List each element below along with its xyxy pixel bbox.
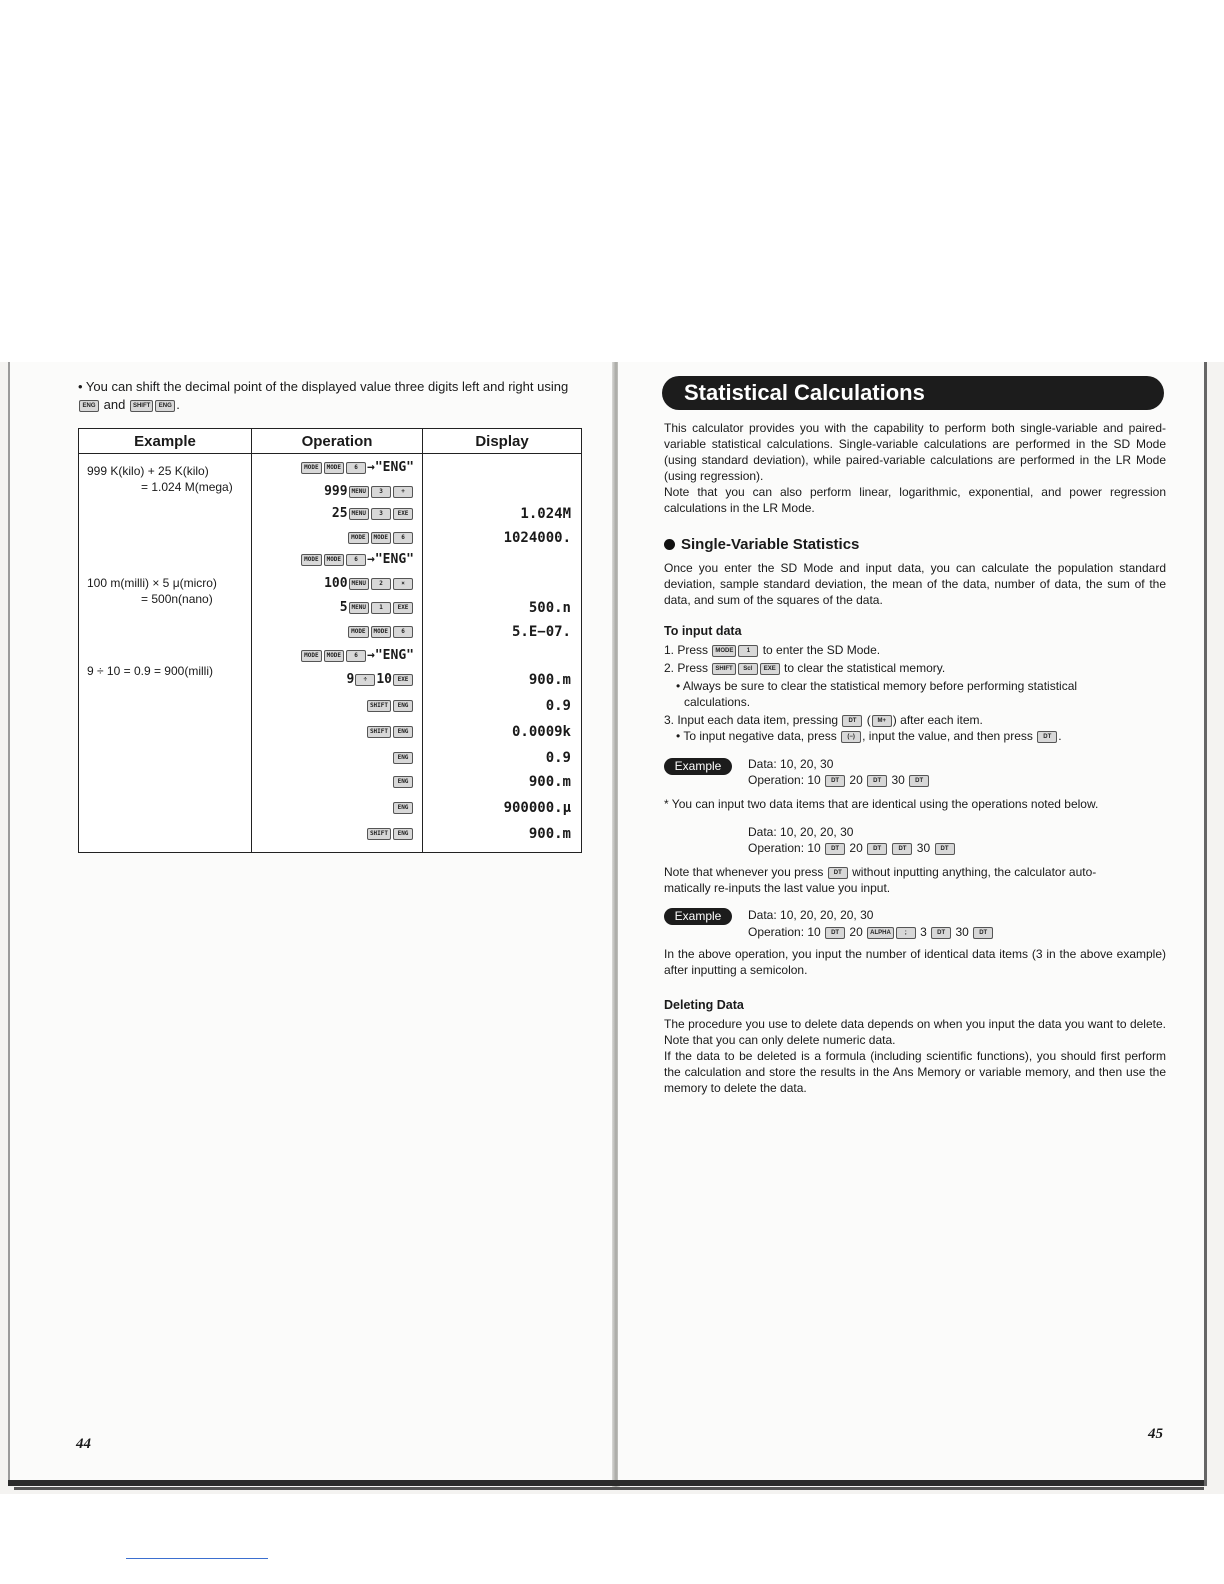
example-1-line1: 999 K(kilo) + 25 K(kilo) (87, 464, 209, 478)
display-value: 5.E−07. (511, 624, 571, 640)
dt-key-icon: DT (973, 927, 993, 939)
example-2-data: Data: 10, 20, 20, 30 (748, 825, 854, 839)
six-key-icon: 6 (346, 462, 366, 474)
negative-key-icon: (−) (841, 731, 861, 743)
intro-paragraph: This calculator provides you with the capability to perform both single-variable and paired-variable statistical calculations. Single-variable calculations are performed in the SD Mode (using standard deviation), while paired-variable calculations are performed in the LR Mode (using regression). (664, 421, 1166, 483)
op-row: 999 MENU 3 + (324, 484, 414, 499)
shift-key-icon: SHIFT (130, 400, 153, 412)
example-1-data: Data: 10, 20, 30 (748, 757, 834, 771)
display-value: 1024000. (503, 530, 571, 546)
six-key-icon: 6 (346, 554, 366, 566)
note-text: • You can shift the decimal point of the displayed value three digits left and right using (78, 379, 569, 394)
example-1-line2: = 1.024 M(mega) (141, 480, 233, 494)
op-row: MODE MODE 6 →"ENG" (300, 552, 414, 567)
op-row (366, 826, 414, 841)
semicolon-key-icon: ; (896, 927, 916, 939)
op-row (366, 724, 414, 739)
example-3-line1: 9 ÷ 10 = 0.9 = 900(milli) (87, 664, 213, 678)
note-and: and (103, 397, 126, 412)
dt-key-icon: DT (909, 775, 929, 787)
example-2-line1: 100 m(milli) × 5 μ(micro) (87, 576, 217, 590)
display-value: 900.m (528, 826, 571, 842)
mode-key-icon: MODE (324, 650, 344, 662)
example-badge: Example (664, 908, 732, 925)
book-bottom-edge (8, 1480, 1204, 1486)
mode-key-icon: MODE (371, 626, 391, 638)
display-value: 500.n (528, 600, 571, 616)
op-row: MODE MODE 6 →"ENG" (300, 460, 414, 475)
scl-key-icon: Scl (738, 663, 758, 675)
step-2: 2. Press SHIFT Scl EXE to clear the statistical memory. (664, 661, 946, 675)
header-example: Example (79, 429, 252, 454)
deleting-data-heading: Deleting Data (664, 998, 744, 1012)
exe-key-icon: EXE (393, 602, 413, 614)
deleting-data-text: The procedure you use to delete data depends on when you input the data you want to delete. Note that you can only delete numeric data. (664, 1017, 1166, 1047)
mode-key-icon: MODE (348, 626, 368, 638)
shift-key-icon: SHIFT (367, 700, 391, 712)
mode-key-icon: MODE (324, 554, 344, 566)
op-row: 9 ÷ 10 EXE (347, 672, 414, 687)
book-bottom-edge-shadow (14, 1487, 1204, 1490)
alpha-key-icon: ALPHA (867, 927, 894, 939)
div-key-icon: ÷ (355, 674, 375, 686)
shift-key-icon: SHIFT (712, 663, 735, 675)
single-variable-text: Once you enter the SD Mode and input data, you can calculate the population standard deviation, sample standard deviation, the mean of the data, number of data, the sum of the data, and sum of the squares of the data. (664, 561, 1166, 607)
step-3: 3. Input each data item, pressing DT ( M+ ) after each item. (664, 713, 983, 727)
dt-key-icon: DT (935, 843, 955, 855)
eng-key-icon: ENG (393, 726, 413, 738)
dt-key-icon: DT (1037, 731, 1057, 743)
dt-key-icon: DT (825, 927, 845, 939)
eng-key-icon: ENG (393, 828, 413, 840)
page-number-left: 44 (76, 1436, 91, 1452)
example-3-data: Data: 10, 20, 20, 20, 30 (748, 908, 874, 922)
decimal-shift-note: • You can shift the decimal point of the displayed value three digits left and right using ENG and SHIFT ENG . (78, 379, 569, 412)
exe-key-icon: EXE (760, 663, 780, 675)
step-2-bullet-cont: calculations. (684, 695, 751, 709)
eng-key-icon: ENG (79, 400, 99, 412)
dt-key-icon: DT (828, 867, 848, 879)
page-number-right: 45 (1148, 1426, 1163, 1442)
op-row (347, 624, 414, 639)
display-value: 0.9 (545, 750, 571, 766)
op-row: MODE MODE 6 →"ENG" (300, 648, 414, 663)
step-1: 1. Press MODE 1 to enter the SD Mode. (664, 643, 881, 657)
three-key-icon: 3 (371, 486, 391, 498)
mode-key-icon: MODE (348, 532, 368, 544)
dt-key-icon: DT (931, 927, 951, 939)
example-3-operation: Operation: 10 DT 20 ALPHA ; 3 DT 30 DT (748, 924, 994, 940)
mode-key-icon: MODE (371, 532, 391, 544)
op-row (347, 530, 414, 545)
display-value: 900.m (528, 672, 571, 688)
dt-key-icon: DT (825, 775, 845, 787)
eng-key-icon: ENG (393, 700, 413, 712)
eng-examples-table (78, 428, 582, 853)
dt-key-icon: DT (842, 715, 862, 727)
intro-note: Note that you can also perform linear, logarithmic, exponential, and power regression calculations in the LR Mode. (664, 485, 1166, 515)
mode-key-icon: MODE (301, 462, 321, 474)
step-3-bullet: • To input negative data, press (−) , input the value, and then press DT . (676, 729, 1062, 743)
header-operation: Operation (252, 429, 423, 454)
example-column (79, 454, 252, 853)
two-key-icon: 2 (371, 578, 391, 590)
shift-key-icon: SHIFT (367, 726, 391, 738)
whenever-note-cont: matically re-inputs the last value you input. (664, 881, 891, 895)
dt-key-icon: DT (892, 843, 912, 855)
example-2-operation: Operation: 10 DT 20 DT DT 30 DT (748, 840, 956, 856)
example-2-line2: = 500n(nano) (141, 592, 213, 606)
header-display: Display (423, 429, 582, 454)
mode-key-icon: MODE (301, 554, 321, 566)
mplus-key-icon: M+ (872, 715, 892, 727)
example-1-operation: Operation: 10 DT 20 DT 30 DT (748, 772, 930, 788)
operation-column (252, 454, 423, 853)
display-value: 0.0009k (511, 724, 571, 740)
display-value: 900.m (528, 774, 571, 790)
to-input-heading: To input data (664, 624, 742, 638)
mode-key-icon: MODE (301, 650, 321, 662)
exe-key-icon: EXE (393, 508, 413, 520)
underline-mark (126, 1558, 268, 1559)
times-key-icon: × (393, 578, 413, 590)
right-page (618, 362, 1207, 1486)
dt-key-icon: DT (867, 843, 887, 855)
op-row: 25 MENU 3 EXE (332, 506, 414, 521)
six-key-icon: 6 (393, 532, 413, 544)
step-2-bullet: • Always be sure to clear the statistical memory before performing statistical (676, 679, 1078, 693)
mode-key-icon: MODE (712, 645, 736, 657)
dt-key-icon: DT (825, 843, 845, 855)
menu-key-icon: MENU (349, 602, 369, 614)
section-title-bar: Statistical Calculations (662, 376, 1164, 410)
dt-key-icon: DT (867, 775, 887, 787)
bullet-icon (664, 539, 675, 550)
example-badge: Example (664, 758, 732, 775)
op-row (392, 800, 414, 815)
op-row (392, 750, 414, 765)
shift-key-icon: SHIFT (367, 828, 391, 840)
book-spread (0, 362, 1224, 1494)
example-note: * You can input two data items that are identical using the operations noted below. (664, 797, 1099, 811)
deleting-data-text-2: If the data to be deleted is a formula (including scientific functions), you should first perform the calculation and store the results in the Ans Memory or variable memory, and then use the memory to delete the data. (664, 1049, 1166, 1095)
menu-key-icon: MENU (349, 508, 369, 520)
menu-key-icon: MENU (349, 486, 369, 498)
display-value: 1.024M (520, 506, 571, 522)
mode-key-icon: MODE (324, 462, 344, 474)
eng-key-icon: ENG (155, 400, 175, 412)
op-row (392, 774, 414, 789)
whenever-note: Note that whenever you press DT without inputting anything, the calculator auto- (664, 865, 1097, 879)
six-key-icon: 6 (393, 626, 413, 638)
six-key-icon: 6 (346, 650, 366, 662)
op-row: 5 MENU 1 EXE (340, 600, 414, 615)
eng-key-icon: ENG (393, 776, 413, 788)
left-page (8, 362, 616, 1486)
display-value: 900000.μ (503, 800, 571, 816)
op-row (366, 698, 414, 713)
plus-key-icon: + (393, 486, 413, 498)
one-key-icon: 1 (738, 645, 758, 657)
menu-key-icon: MENU (349, 578, 369, 590)
display-value: 0.9 (545, 698, 571, 714)
op-row: 100 MENU 2 × (324, 576, 414, 591)
single-variable-heading: Single-Variable Statistics (664, 536, 859, 553)
eng-key-icon: ENG (393, 802, 413, 814)
display-column (423, 454, 582, 853)
one-key-icon: 1 (371, 602, 391, 614)
exe-key-icon: EXE (393, 674, 413, 686)
eng-key-icon: ENG (393, 752, 413, 764)
three-key-icon: 3 (371, 508, 391, 520)
above-operation-note: In the above operation, you input the number of identical data items (3 in the above example) after inputting a semicolon. (664, 947, 1166, 977)
